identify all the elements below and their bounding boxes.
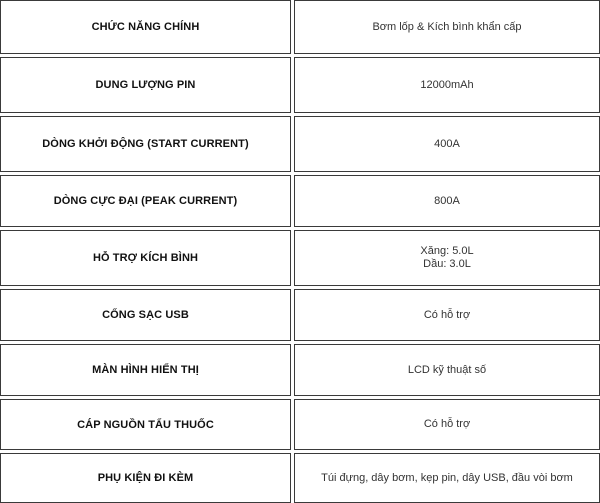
spec-label: CÁP NGUỒN TẨU THUỐC xyxy=(77,418,214,431)
spec-label: PHỤ KIỆN ĐI KÈM xyxy=(97,472,194,484)
spec-value-line-gasoline: Xăng: 5.0L xyxy=(420,245,474,257)
spec-value-cell xyxy=(294,289,600,341)
spec-row-usb-port xyxy=(0,289,600,341)
spec-value: 400A xyxy=(434,137,460,150)
spec-label-cell xyxy=(0,344,291,396)
spec-label: MÀN HÌNH HIỂN THỊ xyxy=(92,364,199,376)
spec-row-display xyxy=(0,344,600,396)
spec-value-cell xyxy=(294,230,600,286)
spec-row-battery-capacity xyxy=(0,57,600,113)
spec-value: Bơm lốp & Kích bình khẩn cấp xyxy=(372,20,522,33)
spec-row-peak-current xyxy=(0,175,600,227)
spec-label: DÒNG CỰC ĐẠI (PEAK CURRENT) xyxy=(53,195,238,207)
spec-label-cell xyxy=(0,116,291,172)
spec-value: Túi đựng, dây bơm, kẹp pin, dây USB, đầu vòi bơm xyxy=(321,471,573,484)
spec-row-accessories xyxy=(0,453,600,503)
spec-value: Có hỗ trợ xyxy=(423,308,471,321)
spec-value-cell xyxy=(294,57,600,113)
spec-label-cell xyxy=(0,0,291,54)
spec-label: HỖ TRỢ KÍCH BÌNH xyxy=(92,252,199,264)
spec-row-jump-start-support xyxy=(0,230,600,286)
spec-value: Có hỗ trợ xyxy=(423,418,471,430)
spec-label-cell xyxy=(0,453,291,503)
spec-row-start-current xyxy=(0,116,600,172)
spec-label-cell xyxy=(0,230,291,286)
spec-value: 12000mAh xyxy=(420,78,474,91)
spec-value-cell xyxy=(294,0,600,54)
spec-value: LCD kỹ thuật số xyxy=(407,363,487,376)
spec-value-cell xyxy=(294,453,600,503)
spec-value: 800A xyxy=(434,194,460,207)
spec-value-cell xyxy=(294,344,600,396)
spec-label: DUNG LƯỢNG PIN xyxy=(95,79,196,91)
spec-label-cell xyxy=(0,175,291,227)
spec-label: CHỨC NĂNG CHÍNH xyxy=(91,21,200,33)
spec-row-cigarette-power-cable xyxy=(0,399,600,450)
spec-value-cell xyxy=(294,116,600,172)
spec-label: CỔNG SẠC USB xyxy=(102,309,189,321)
spec-value xyxy=(420,245,473,271)
spec-value-cell xyxy=(294,399,600,450)
spec-label: DÒNG KHỞI ĐỘNG (START CURRENT) xyxy=(42,138,249,150)
spec-value-cell xyxy=(294,175,600,227)
spec-row-main-function xyxy=(0,0,600,54)
spec-label-cell xyxy=(0,399,291,450)
spec-value-line-diesel: Dầu: 3.0L xyxy=(423,258,471,270)
spec-label-cell xyxy=(0,289,291,341)
spec-label-cell xyxy=(0,57,291,113)
